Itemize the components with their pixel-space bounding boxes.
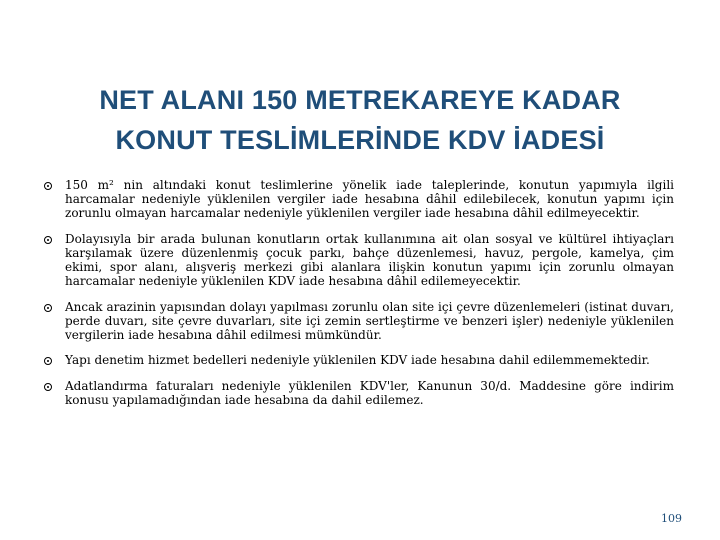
bullet-circle-icon <box>44 357 52 365</box>
bullet-item <box>44 232 674 288</box>
bullet-item <box>44 353 674 367</box>
page-number: 109 <box>661 512 682 525</box>
bullet-item <box>44 178 674 220</box>
slide-title-line-1: NET ALANI 150 METREKAREYE KADAR <box>99 85 621 116</box>
bullet-circle-icon <box>44 383 52 391</box>
bullet-list <box>44 178 674 419</box>
bullet-text: 150 m² nin altındaki konut teslimlerine yönelik iade taleplerinde, konutun yapımıyla ilgili harcamalar nedeniyle yüklenilen vergiler iade hesabına dâhil edilebilecek, konutun yapımı için zorunlu olmayan harcamalar nedeniyle yüklenilen vergiler iade hesabına dâhil edilmeyecektir. <box>65 178 674 220</box>
slide-title <box>40 80 680 160</box>
bullet-item <box>44 379 674 407</box>
bullet-item <box>44 300 674 342</box>
bullet-text: Adatlandırma faturaları nedeniyle yüklenilen KDV'ler, Kanunun 30/d. Maddesine göre indirim konusu yapılamadığından iade hesabına da dahil edilemez. <box>65 379 674 407</box>
bullet-circle-icon <box>44 304 52 312</box>
bullet-text: Ancak arazinin yapısından dolayı yapılması zorunlu olan site içi çevre düzenlemeleri (istinat duvarı, perde duvarı, site çevre duvarları, site içi zemin sertleştirme ve benzeri işler) nedeniyle yüklenilen vergilerin iade hesabına dâhil edilmesi mümkündür. <box>65 300 674 342</box>
bullet-text: Dolayısıyla bir arada bulunan konutların ortak kullanımına ait olan sosyal ve kültürel ihtiyaçları karşılamak üzere düzenlenmiş çocuk parkı, bahçe düzenlemesi, havuz, pergole, kamelya, çim ekimi, spor alanı, alışveriş merkezi gibi alanlara ilişkin konutun yapımı için zorunlu olmayan harcamalar nedeniyle yüklenilen KDV iade hesabına dâhil edilemeyecektir. <box>65 232 674 288</box>
bullet-text: Yapı denetim hizmet bedelleri nedeniyle yüklenilen KDV iade hesabına dahil edilemmemektedir. <box>65 353 650 367</box>
bullet-circle-icon <box>44 182 52 190</box>
bullet-circle-icon <box>44 236 52 244</box>
slide-title-line-2: KONUT TESLİMLERİNDE KDV İADESİ <box>115 125 605 156</box>
